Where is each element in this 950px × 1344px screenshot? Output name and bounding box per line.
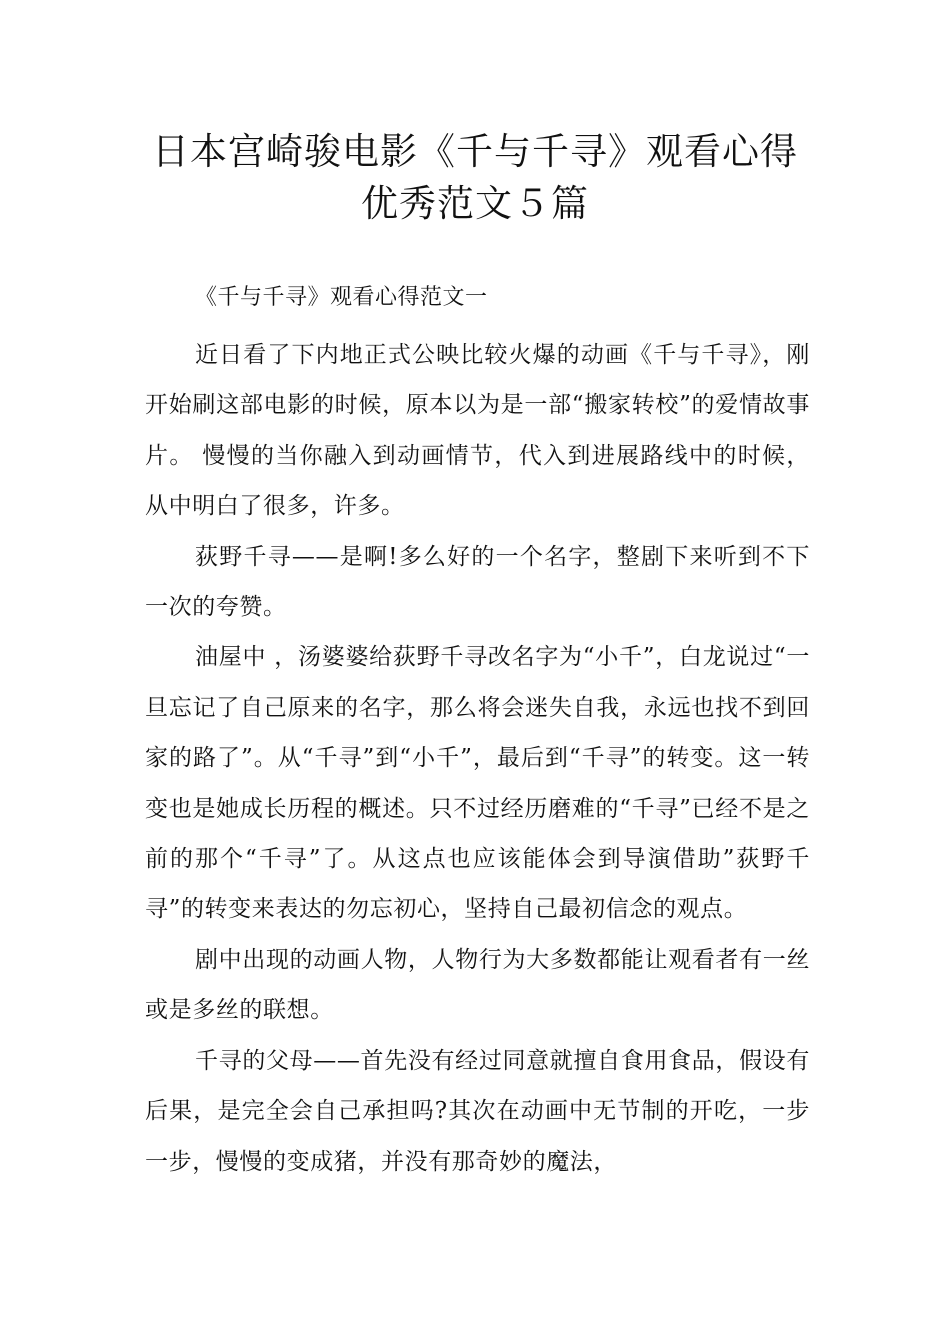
document-body bbox=[145, 330, 810, 1187]
document-title-line-1: 日本宫崎骏电影《千与千寻》观看心得 bbox=[152, 130, 798, 173]
paragraph-1: 近日看了下内地正式公映比较火爆的动画《千与千寻》，刚开始刷这部电影的时候，原本以为是一部“搬家转校”的爱情故事片。 慢慢的当你融入到动画情节，代入到进展路线中的时候，从中明白了很多，许多。 bbox=[145, 342, 810, 520]
paragraph-2: 荻野千寻——是啊!多么好的一个名字，整剧下来听到不下一次的夸赞。 bbox=[145, 543, 810, 621]
paragraph-5: 千寻的父母——首先没有经过同意就擅自食用食品，假设有后果，是完全会自己承担吗?其次在动画中无节制的开吃，一步一步，慢慢的变成猪，并没有那奇妙的魔法， bbox=[145, 1047, 810, 1175]
paragraph-3: 油屋中 ，汤婆婆给荻野千寻改名字为“小千”，白龙说过“一旦忘记了自己原来的名字，那么将会迷失自我，永远也找不到回家的路了”。从“千寻”到“小千”，最后到“千寻”的转变。这一转变也是她成长历程的概述。只不过经历磨难的“千寻”已经不是之前的那个“千寻”了。从这点也应该能体会到导演借助”荻野千寻”的转变来表达的勿忘初心，坚持自己最初信念的观点。 bbox=[145, 644, 810, 923]
document-title-line-2: 优秀范文５篇 bbox=[361, 182, 589, 225]
section-heading: 《千与千寻》观看心得范文一 bbox=[195, 285, 488, 310]
paragraph-4: 剧中出现的动画人物，人物行为大多数都能让观看者有一丝或是多丝的联想。 bbox=[145, 946, 810, 1024]
